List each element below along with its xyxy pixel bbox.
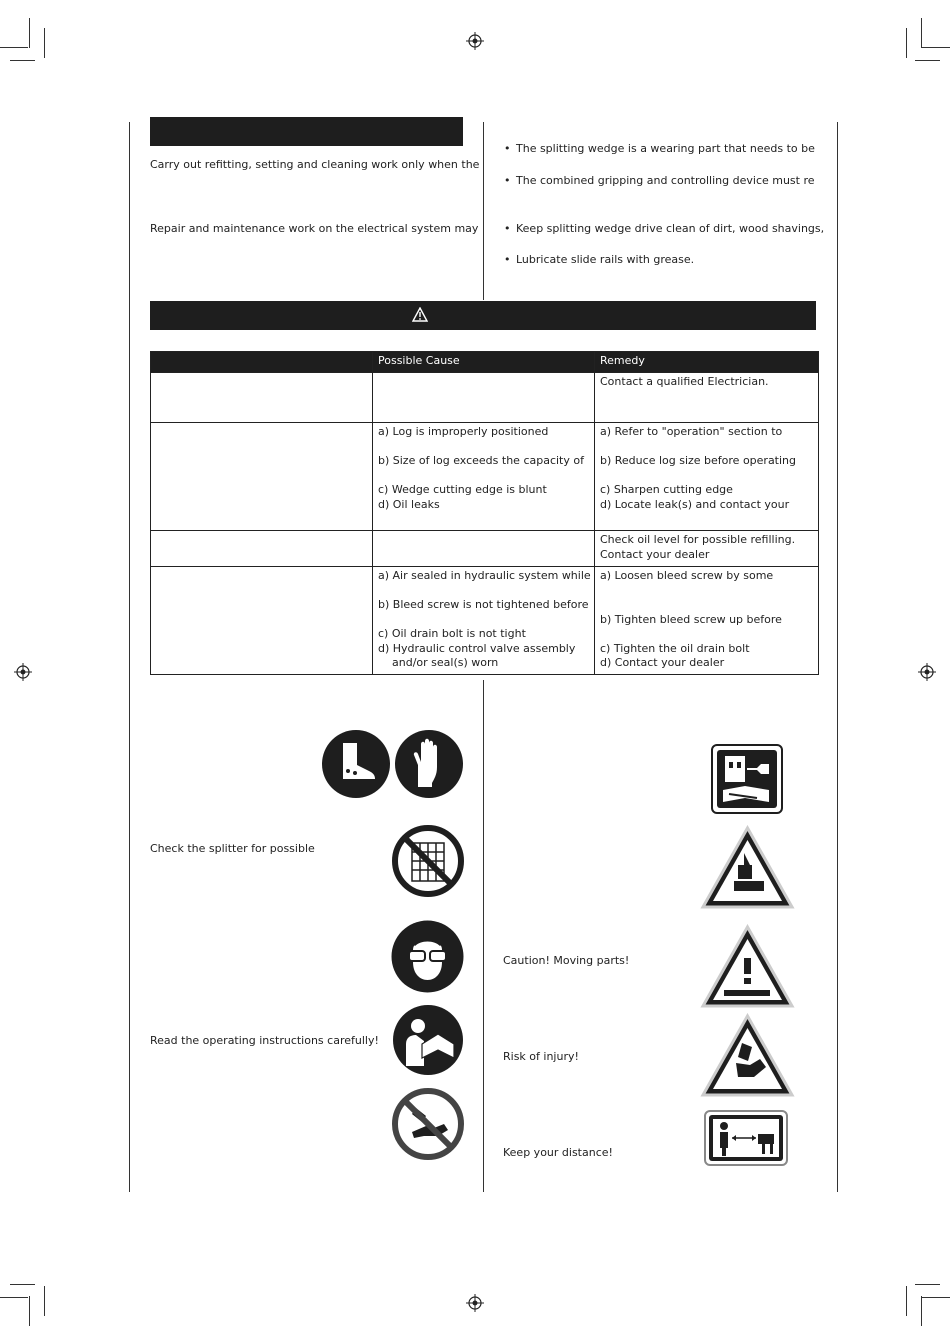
maintenance-bullet: • The splitting wedge is a wearing part that needs to be xyxy=(516,141,815,156)
registration-target-icon xyxy=(466,1294,484,1312)
column-header: Possible Cause xyxy=(373,352,595,373)
symbol-caption: Risk of injury! xyxy=(503,1050,579,1063)
read-manual-icon xyxy=(392,1004,464,1076)
remedy-line: c) Tighten the oil drain bolt xyxy=(600,641,750,655)
remedy-cell xyxy=(595,531,819,567)
column-rule-left xyxy=(129,122,130,1192)
troubleshooting-header-bar xyxy=(150,301,816,330)
symbol-caption: Keep your distance! xyxy=(503,1146,613,1159)
column-rule-center-top xyxy=(483,122,484,300)
remedy-line: d) Contact your dealer xyxy=(600,656,725,669)
column-rule-right xyxy=(837,122,838,1192)
remedy-line: Contact your dealer xyxy=(600,547,710,561)
unplug-before-maintenance-icon xyxy=(711,744,783,814)
maintenance-paragraph: Carry out refitting, setting and cleaning work only when the xyxy=(150,158,480,171)
maintenance-header-bar xyxy=(150,117,463,146)
cause-line: b) Size of log exceeds the capacity of xyxy=(378,454,584,467)
remedy-line: c) Sharpen cutting edge xyxy=(600,483,733,496)
registration-target-icon xyxy=(918,663,936,681)
cause-line: b) Bleed screw is not tightened before xyxy=(378,598,589,611)
maintenance-bullet: • The combined gripping and controlling device must re xyxy=(516,173,815,188)
symbol-caption: Read the operating instructions carefully! xyxy=(150,1034,379,1047)
remedy-cell xyxy=(595,567,819,675)
warning-triangle-icon xyxy=(412,307,428,322)
cause-line: a) Log is improperly positioned xyxy=(378,425,549,438)
no-hand-near-wedge-icon xyxy=(392,1088,464,1160)
maintenance-bullet: • Keep splitting wedge drive clean of dirt, wood shavings, xyxy=(516,221,824,236)
problem-cell xyxy=(151,373,373,423)
table-header-row xyxy=(151,352,819,373)
registration-target-icon xyxy=(466,32,484,50)
moving-parts-warning-icon xyxy=(700,924,795,1009)
symbol-caption: Check the splitter for possible xyxy=(150,842,315,855)
problem-cell xyxy=(151,531,373,567)
hand-crush-warning-icon xyxy=(700,825,795,910)
wear-eye-protection-icon xyxy=(391,920,464,993)
cause-line: c) Oil drain bolt is not tight xyxy=(378,627,526,640)
risk-of-injury-icon xyxy=(700,1013,795,1098)
remedy-line: Check oil level for possible refilling. xyxy=(600,533,796,546)
maintenance-bullet: • Lubricate slide rails with grease. xyxy=(516,252,694,267)
cause-line: and/or seal(s) worn xyxy=(392,656,499,669)
registration-target-icon xyxy=(14,663,32,681)
safety-boots-icon xyxy=(321,729,391,799)
column-header: Remedy xyxy=(595,352,819,373)
maintenance-paragraph: Repair and maintenance work on the electrical system may xyxy=(150,222,479,235)
remedy-cell xyxy=(595,373,819,423)
table-row xyxy=(151,373,819,423)
column-rule-center-bottom xyxy=(483,680,484,1192)
no-damaged-parts-icon xyxy=(392,825,464,897)
remedy-line: a) Loosen bleed screw by some xyxy=(600,569,774,582)
problem-cell xyxy=(151,423,373,531)
remedy-line: d) Locate leak(s) and contact your xyxy=(600,497,790,511)
remedy-line: a) Refer to "operation" section to xyxy=(600,425,783,438)
remedy-line: b) Reduce log size before operating xyxy=(600,454,797,467)
remedy-line: Contact a qualified Electrician. xyxy=(600,375,769,388)
safety-gloves-icon xyxy=(394,729,464,799)
cause-cell xyxy=(373,373,595,423)
cause-line: a) Air sealed in hydraulic system while xyxy=(378,569,591,582)
cause-cell xyxy=(373,531,595,567)
cause-cell xyxy=(373,423,595,531)
symbol-caption: Caution! Moving parts! xyxy=(503,954,630,967)
problem-cell xyxy=(151,567,373,675)
cause-line: d) Oil leaks xyxy=(378,497,440,511)
table-row xyxy=(151,423,819,531)
cause-cell xyxy=(373,567,595,675)
table-row xyxy=(151,531,819,567)
column-header xyxy=(151,352,373,373)
cause-line: c) Wedge cutting edge is blunt xyxy=(378,483,547,496)
remedy-line: b) Tighten bleed screw up before xyxy=(600,612,782,626)
cause-line: d) Hydraulic control valve assembly xyxy=(378,641,576,655)
remedy-cell xyxy=(595,423,819,531)
table-row xyxy=(151,567,819,675)
keep-distance-icon xyxy=(704,1110,788,1166)
troubleshooting-table xyxy=(150,351,819,675)
